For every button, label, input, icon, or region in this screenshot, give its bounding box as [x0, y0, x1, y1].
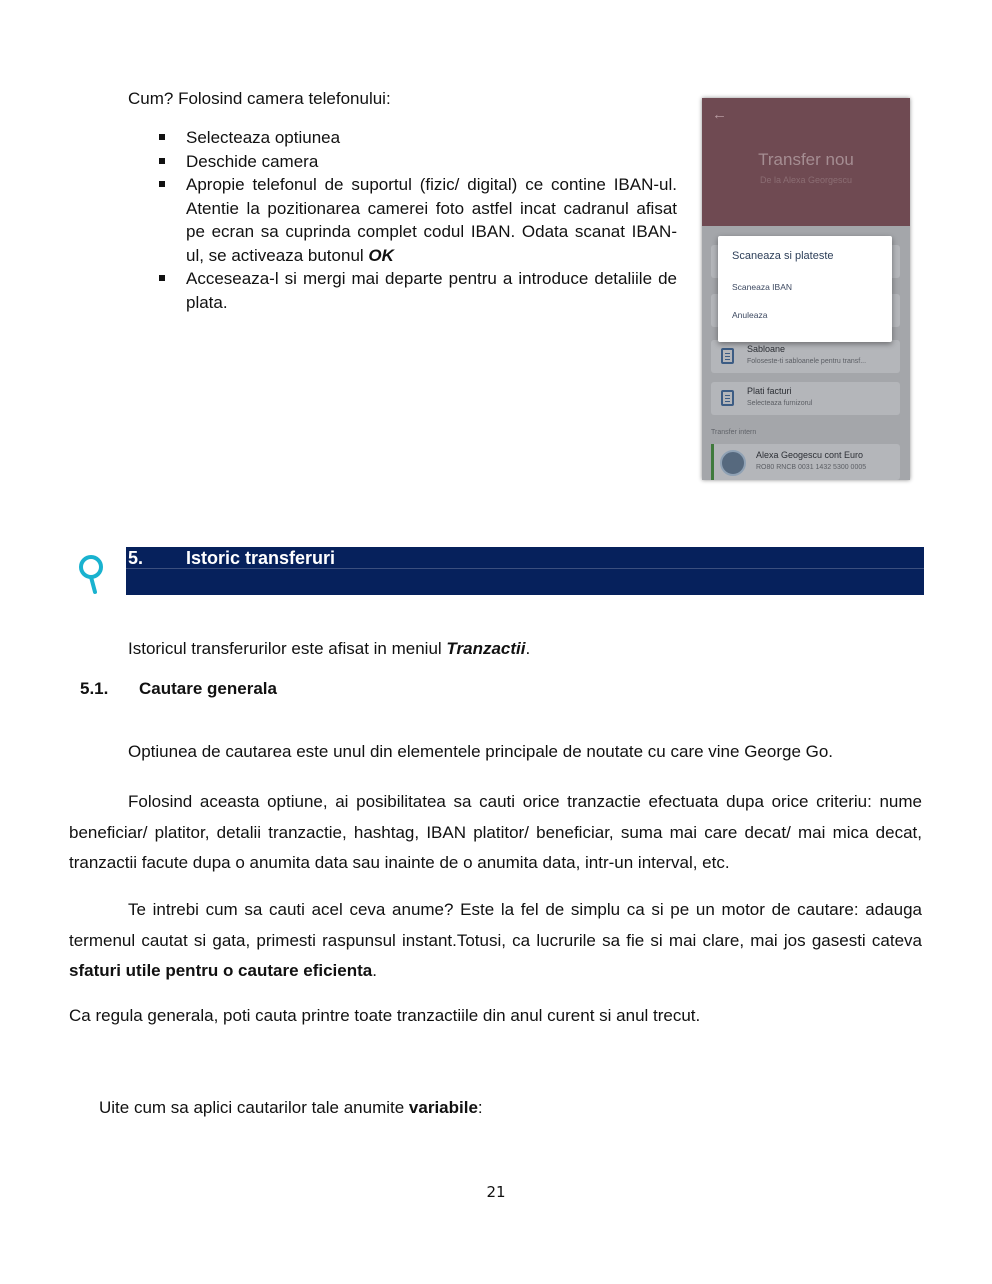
- cancel-option: Anuleaza: [732, 310, 768, 320]
- invoice-icon: [721, 390, 734, 406]
- list-item: Apropie telefonul de suportul (fizic/ digital) ce contine IBAN-ul. Atentie la pozitionarea camerei foto astfel incat cadranul afisat pe ecran sa cuprinda complet codul IBAN. Odata scanat IBAN-ul, se activeaza butonul OK: [128, 173, 677, 267]
- bills-card: Plati facturi Selecteaza furnizorul: [711, 382, 900, 415]
- paragraph: Folosind aceasta optiune, ai posibilitatea sa cauti orice tranzactie efectuata dupa orice criteriu: nume beneficiar/ platitor, detalii tranzactie, hashtag, IBAN platitor/ beneficiar, suma mai care decat/ mai mica decat, tranzactii facute dupa o anumita data sau inainte de o anumita data, intr-un interval, etc.: [69, 792, 922, 872]
- variables-emphasis: variabile: [408, 1098, 478, 1117]
- dialog-title: Scaneaza si plateste: [732, 250, 834, 262]
- scan-pay-dialog: [718, 236, 892, 342]
- account-accent: [711, 444, 714, 480]
- paragraph: Te intrebi cum sa cauti acel ceva anume? Este la fel de simplu ca si pe un motor de cautare: adauga termenul cautat si gata, primesti raspunsul instant.Totusi, ca lucrurile sa fie si mai clare, mai jos gasesti cateva sfaturi utile pentru o cautare eficienta.: [69, 900, 922, 980]
- app-screenshot: [702, 98, 910, 480]
- avatar: [720, 450, 746, 476]
- section-title: Istoric transferuri: [186, 548, 336, 568]
- list-item: Acceseaza-l si mergi mai departe pentru a introduce detaliile de plata.: [128, 267, 677, 314]
- transactions-menu-name: Tranzactii: [446, 639, 526, 658]
- paragraph: Ca regula generala, poti cauta printre toate tranzactiile din anul curent si anul trecut.: [69, 1006, 701, 1025]
- scan-iban-option: Scaneaza IBAN: [732, 282, 793, 292]
- ok-button-name: OK: [368, 245, 394, 265]
- magnifier-icon: [76, 554, 106, 596]
- paragraph: Optiunea de cautarea este unul din elementele principale de noutate cu care vine George Go.: [128, 742, 834, 761]
- section-heading: [126, 547, 924, 595]
- arrow-left-icon: ←: [712, 106, 727, 123]
- document-icon: [721, 348, 734, 364]
- subsection-title: Cautare generala: [139, 679, 277, 698]
- history-text: Istoricul transferurilor este afisat in meniul Tranzactii.: [128, 639, 531, 658]
- phone-subtitle: De la Alexa Georgescu: [759, 175, 853, 185]
- account-card: Alexa Geogescu cont Euro RO80 RNCB 0031 1432 5300 0005: [711, 444, 900, 480]
- tips-emphasis: sfaturi utile pentru o cautare eficienta: [69, 961, 373, 980]
- intro-text: Cum? Folosind camera telefonului:: [128, 89, 391, 108]
- paragraph: Uite cum sa aplici cautarilor tale anumite variabile:: [99, 1098, 483, 1117]
- templates-card: Sabloane Foloseste-ti sabloanele pentru transf...: [711, 340, 900, 373]
- list-item: Selecteaza optiunea: [128, 126, 677, 150]
- steps-list: [128, 126, 677, 314]
- internal-transfer-label: Transfer intern: [711, 429, 757, 436]
- section-number: 5.: [128, 548, 144, 568]
- phone-title: Transfer nou: [758, 150, 854, 169]
- phone-header: [702, 98, 910, 226]
- subsection-number: 5.1.: [80, 679, 109, 698]
- page-number: 21: [486, 1183, 506, 1201]
- list-item: Deschide camera: [128, 150, 677, 174]
